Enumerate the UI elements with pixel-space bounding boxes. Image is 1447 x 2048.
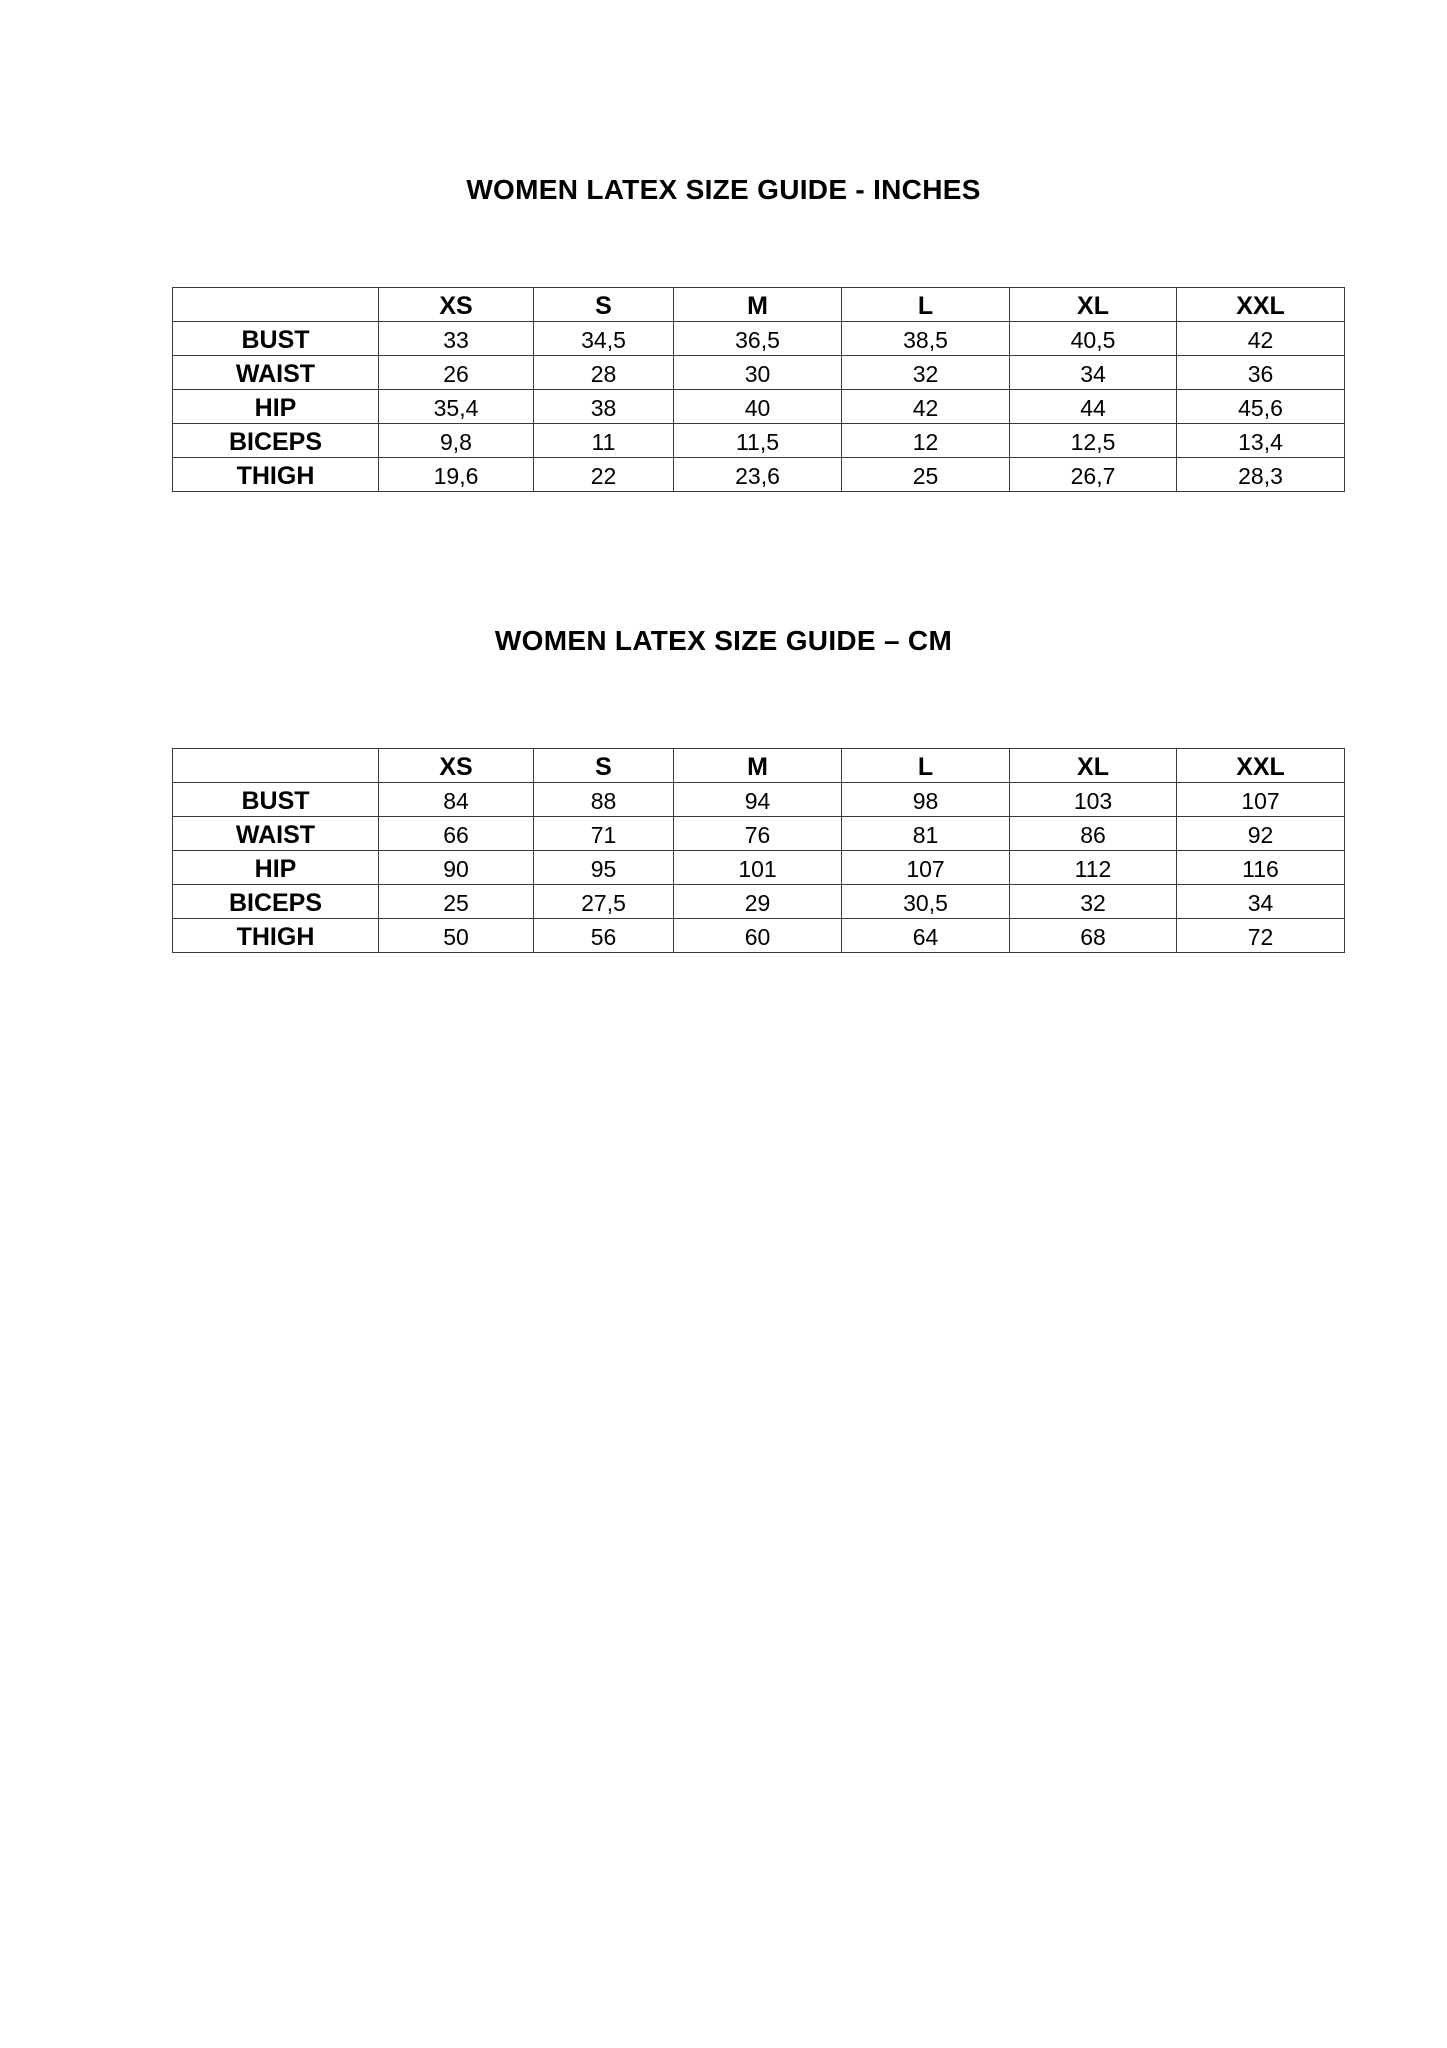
table-cell: 32	[842, 356, 1010, 390]
table-row	[173, 356, 1345, 390]
table-cell: 116	[1177, 851, 1345, 885]
table-row	[173, 919, 1345, 953]
table-cell: 12	[842, 424, 1010, 458]
table-row	[173, 783, 1345, 817]
table-cell: 40	[674, 390, 842, 424]
table-cell: 11,5	[674, 424, 842, 458]
table-cell: 107	[842, 851, 1010, 885]
table-cell: 33	[379, 322, 534, 356]
table-row	[173, 390, 1345, 424]
cm-size-table	[172, 748, 1345, 953]
table-row	[173, 322, 1345, 356]
table-row	[173, 885, 1345, 919]
table-header-row	[173, 749, 1345, 783]
table-cell: 35,4	[379, 390, 534, 424]
table-cell: 34	[1010, 356, 1177, 390]
table-cell: 42	[842, 390, 1010, 424]
table-header-row	[173, 288, 1345, 322]
column-header: XS	[379, 288, 534, 322]
column-header: XS	[379, 749, 534, 783]
table-cell: 9,8	[379, 424, 534, 458]
row-label: BICEPS	[173, 885, 379, 919]
table-cell: 56	[534, 919, 674, 953]
table-cell: 13,4	[1177, 424, 1345, 458]
empty-corner-cell	[173, 288, 379, 322]
row-label: BUST	[173, 783, 379, 817]
table-cell: 45,6	[1177, 390, 1345, 424]
empty-corner-cell	[173, 749, 379, 783]
column-header: S	[534, 749, 674, 783]
inches-table-title: WOMEN LATEX SIZE GUIDE - INCHES	[466, 174, 981, 205]
table-cell: 112	[1010, 851, 1177, 885]
column-header: XL	[1010, 749, 1177, 783]
column-header: XL	[1010, 288, 1177, 322]
table-cell: 34,5	[534, 322, 674, 356]
table-cell: 30,5	[842, 885, 1010, 919]
table-cell: 36	[1177, 356, 1345, 390]
table-cell: 81	[842, 817, 1010, 851]
table-cell: 28	[534, 356, 674, 390]
table-cell: 42	[1177, 322, 1345, 356]
table-cell: 98	[842, 783, 1010, 817]
table-cell: 71	[534, 817, 674, 851]
row-label: BUST	[173, 322, 379, 356]
row-label: THIGH	[173, 919, 379, 953]
table-cell: 60	[674, 919, 842, 953]
table-cell: 30	[674, 356, 842, 390]
table-cell: 92	[1177, 817, 1345, 851]
table-cell: 95	[534, 851, 674, 885]
column-header: XXL	[1177, 288, 1345, 322]
table-cell: 11	[534, 424, 674, 458]
row-label: WAIST	[173, 817, 379, 851]
column-header: S	[534, 288, 674, 322]
table-cell: 25	[379, 885, 534, 919]
table-cell: 22	[534, 458, 674, 492]
table-cell: 68	[1010, 919, 1177, 953]
table-row	[173, 424, 1345, 458]
row-label: THIGH	[173, 458, 379, 492]
column-header: M	[674, 749, 842, 783]
table-cell: 44	[1010, 390, 1177, 424]
table-cell: 107	[1177, 783, 1345, 817]
table-row	[173, 851, 1345, 885]
cm-table-title: WOMEN LATEX SIZE GUIDE – CM	[494, 625, 953, 656]
table-cell: 38	[534, 390, 674, 424]
table-cell: 88	[534, 783, 674, 817]
row-label: HIP	[173, 851, 379, 885]
column-header: L	[842, 749, 1010, 783]
table-cell: 27,5	[534, 885, 674, 919]
table-cell: 29	[674, 885, 842, 919]
table-cell: 103	[1010, 783, 1177, 817]
table-row	[173, 458, 1345, 492]
table-cell: 40,5	[1010, 322, 1177, 356]
table-cell: 36,5	[674, 322, 842, 356]
table-cell: 19,6	[379, 458, 534, 492]
table-row	[173, 817, 1345, 851]
table-cell: 72	[1177, 919, 1345, 953]
table-cell: 26	[379, 356, 534, 390]
table-cell: 64	[842, 919, 1010, 953]
table-cell: 28,3	[1177, 458, 1345, 492]
table-cell: 101	[674, 851, 842, 885]
row-label: HIP	[173, 390, 379, 424]
table-cell: 23,6	[674, 458, 842, 492]
table-cell: 66	[379, 817, 534, 851]
table-cell: 32	[1010, 885, 1177, 919]
table-cell: 25	[842, 458, 1010, 492]
row-label: BICEPS	[173, 424, 379, 458]
column-header: L	[842, 288, 1010, 322]
table-cell: 76	[674, 817, 842, 851]
table-cell: 38,5	[842, 322, 1010, 356]
table-cell: 84	[379, 783, 534, 817]
table-cell: 90	[379, 851, 534, 885]
table-cell: 94	[674, 783, 842, 817]
row-label: WAIST	[173, 356, 379, 390]
table-cell: 34	[1177, 885, 1345, 919]
table-cell: 50	[379, 919, 534, 953]
table-cell: 12,5	[1010, 424, 1177, 458]
table-cell: 86	[1010, 817, 1177, 851]
column-header: M	[674, 288, 842, 322]
table-cell: 26,7	[1010, 458, 1177, 492]
column-header: XXL	[1177, 749, 1345, 783]
inches-size-table	[172, 287, 1345, 492]
